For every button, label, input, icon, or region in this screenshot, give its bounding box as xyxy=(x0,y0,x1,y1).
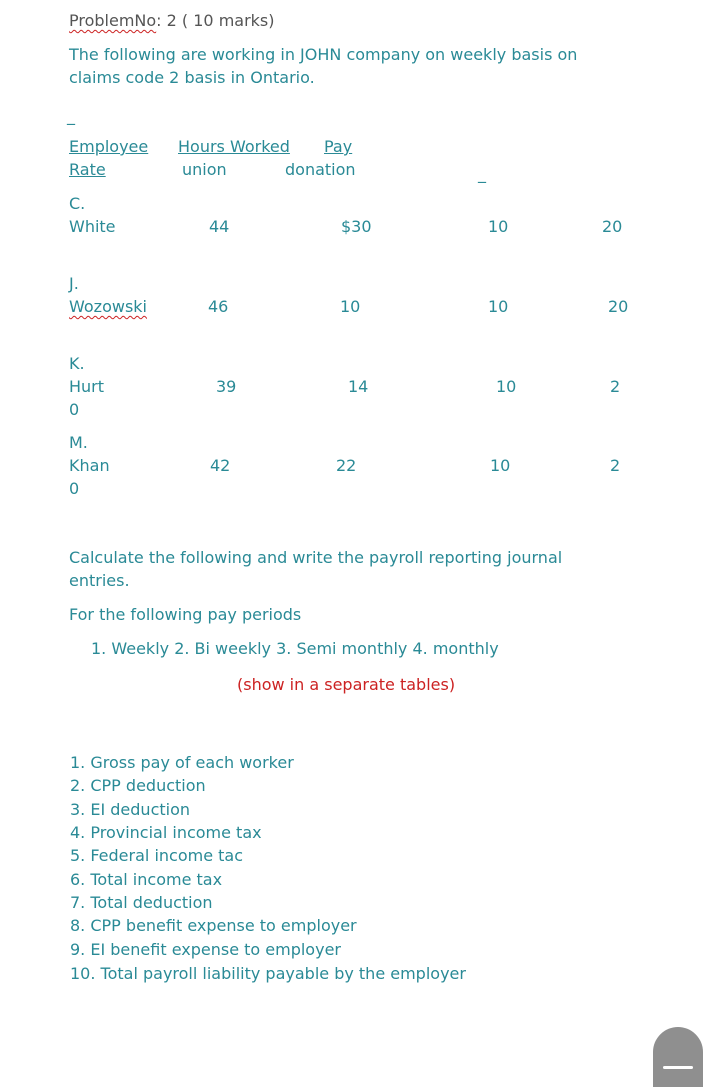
task-item: 4. Provincial income tax xyxy=(70,823,262,842)
instructions-line-1: Calculate the following and write the payroll reporting journal xyxy=(69,548,563,567)
periods-list: 1. Weekly 2. Bi weekly 3. Semi monthly 4. monthly xyxy=(91,639,499,658)
task-item: 7. Total deduction xyxy=(70,893,213,912)
row-4-hours: 42 xyxy=(210,456,231,475)
row-1-name-initial: C. xyxy=(69,194,86,213)
task-item: 5. Federal income tac xyxy=(70,846,243,865)
row-4-union: 10 xyxy=(490,456,511,475)
task-item: 8. CPP benefit expense to employer xyxy=(70,916,357,935)
header-pay: Pay xyxy=(324,137,353,156)
row-2-name-text: Wozowski xyxy=(69,297,147,316)
row-4-name-wrap: 0 xyxy=(69,479,80,498)
header-rate: Rate xyxy=(69,160,106,179)
row-4-name: Khan xyxy=(69,456,110,475)
instructions-line-2: entries. xyxy=(69,571,130,590)
task-item: 2. CPP deduction xyxy=(70,776,206,795)
row-2-hours: 46 xyxy=(208,297,229,316)
row-3-name-initial: K. xyxy=(69,354,85,373)
intro-line-2: claims code 2 basis in Ontario. xyxy=(69,68,315,87)
separate-tables-note: (show in a separate tables) xyxy=(237,675,456,694)
row-1-union: 10 xyxy=(488,217,509,236)
floating-menu-button[interactable] xyxy=(653,1027,703,1087)
menu-bar-icon xyxy=(663,1066,693,1069)
row-1-hours: 44 xyxy=(209,217,230,236)
row-3-name: Hurt xyxy=(69,377,105,396)
row-3-donation: 2 xyxy=(610,377,621,396)
row-4-rate: 22 xyxy=(336,456,357,475)
row-4-donation: 2 xyxy=(610,456,621,475)
row-2-name-initial: J. xyxy=(69,274,79,293)
row-3-name-wrap: 0 xyxy=(69,400,80,419)
problem-label: ProblemNo xyxy=(69,11,157,30)
header-donation: donation xyxy=(285,160,356,179)
task-item: 3. EI deduction xyxy=(70,800,191,819)
header-union: union xyxy=(182,160,227,179)
row-4-name-initial: M. xyxy=(69,433,88,452)
task-item: 1. Gross pay of each worker xyxy=(70,753,294,772)
row-1-rate: $30 xyxy=(341,217,372,236)
stray-underscore: _ xyxy=(67,106,75,125)
row-3-rate: 14 xyxy=(348,377,369,396)
row-3-union: 10 xyxy=(496,377,517,396)
periods-label: For the following pay periods xyxy=(69,605,302,624)
header-hours-worked: Hours Worked xyxy=(178,137,290,156)
header-employee: Employee xyxy=(69,137,149,156)
task-item: 6. Total income tax xyxy=(70,870,223,889)
problem-title xyxy=(69,9,275,32)
task-item: 9. EI benefit expense to employer xyxy=(70,940,341,959)
row-2-donation: 20 xyxy=(608,297,629,316)
row-2-union: 10 xyxy=(488,297,509,316)
problem-marks: : 2 ( 10 marks) xyxy=(156,11,275,30)
header-mark: _ xyxy=(478,164,486,183)
intro-line-1: The following are working in JOHN company on weekly basis on xyxy=(69,45,578,64)
row-1-name: White xyxy=(69,217,116,236)
row-1-donation: 20 xyxy=(602,217,623,236)
row-3-hours: 39 xyxy=(216,377,237,396)
row-2-rate: 10 xyxy=(340,297,361,316)
task-item: 10. Total payroll liability payable by the employer xyxy=(70,964,466,983)
row-2-name xyxy=(69,295,147,318)
